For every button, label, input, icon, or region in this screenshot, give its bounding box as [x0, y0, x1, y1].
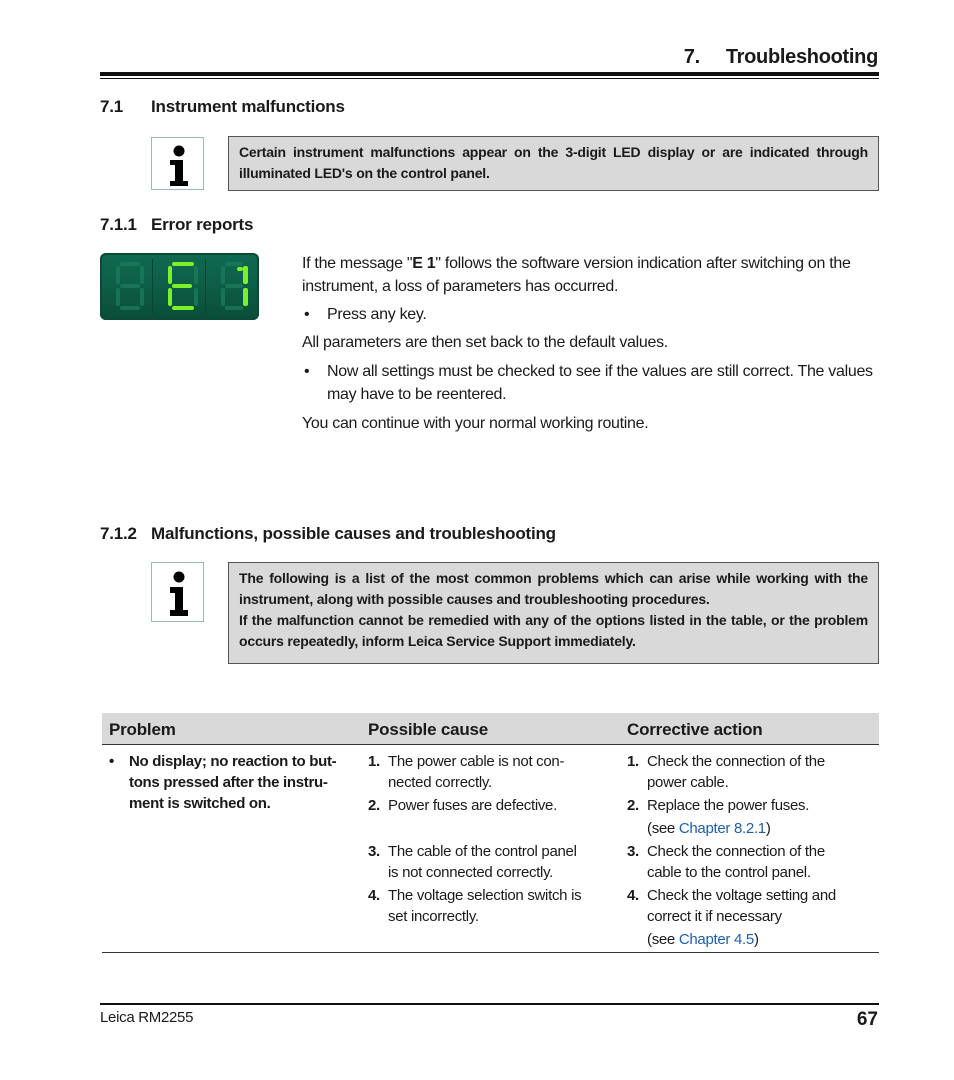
section-heading-7-1-1 — [100, 215, 253, 235]
section-title: Malfunctions, possible causes and troubleshooting — [151, 524, 556, 543]
footer-rule — [100, 1003, 879, 1005]
item-line: Check the connection of the — [647, 753, 825, 770]
bullet-item — [302, 303, 882, 326]
bullet-item — [302, 360, 882, 406]
error-code: E 1 — [412, 255, 436, 272]
item-number: 1. — [368, 753, 380, 770]
footer-product: Leica RM2255 — [100, 1009, 194, 1026]
column-header-problem: Problem — [109, 720, 176, 739]
problem-item — [109, 751, 359, 814]
item-number: 1. — [627, 753, 639, 770]
item-line: Power fuses are defective. — [388, 797, 557, 814]
item-line — [647, 818, 879, 839]
section-number: 7.1.2 — [100, 524, 137, 543]
header-rule-thick — [100, 72, 879, 76]
column-header-cause: Possible cause — [368, 720, 489, 739]
text-span: If the message " — [302, 255, 413, 272]
text-span: ) — [765, 820, 771, 837]
item-line: cable to the control panel. — [647, 864, 811, 881]
text-span: (see — [647, 820, 679, 837]
item-number: 2. — [627, 797, 639, 814]
chapter-title — [684, 46, 878, 69]
paragraph-e1 — [302, 252, 882, 298]
item-line: power cable. — [647, 774, 729, 791]
problem-cell — [109, 751, 359, 814]
problem-line: ment is switched on. — [129, 795, 271, 812]
item-number: 2. — [368, 797, 380, 814]
item-line: correct it if necessary — [647, 908, 782, 925]
info-icon — [151, 562, 204, 622]
info-icon — [151, 137, 204, 190]
note-text: If the malfunction cannot be remedied with any of the options listed in the table, or the problem occurs repeatedly, inform Leica Service Support immediately. — [239, 612, 868, 649]
section-number: 7.1.1 — [100, 215, 137, 234]
item-number: 3. — [627, 843, 639, 860]
note-text: The following is a list of the most common problems which can arise while working with the instrument, along with possible causes and troubleshooting procedures. — [239, 570, 868, 607]
chapter-title-text: Troubleshooting — [725, 46, 878, 68]
problem-line: No display; no reaction to but- — [129, 753, 337, 770]
bullet-dot: • — [304, 363, 310, 380]
action-item — [627, 795, 879, 839]
bullet-text: Now all settings must be checked to see if the values are still correct. The values may have to be reentered. — [327, 363, 873, 403]
cause-item — [368, 751, 618, 793]
item-line: set incorrectly. — [388, 908, 479, 925]
bullet-text: Press any key. — [327, 306, 427, 323]
bullet-dot: • — [109, 753, 114, 770]
cause-item — [368, 841, 618, 883]
item-number: 4. — [627, 887, 639, 904]
item-line: is not connected correctly. — [388, 864, 554, 881]
text-span: (see — [647, 931, 679, 948]
item-number: 4. — [368, 887, 380, 904]
action-item — [627, 841, 879, 883]
chapter-number: 7. — [683, 46, 700, 68]
item-line: The power cable is not con- — [388, 753, 565, 770]
item-line: The cable of the control panel — [388, 843, 577, 860]
item-line — [647, 929, 879, 950]
action-item — [627, 751, 879, 793]
cause-item — [368, 885, 618, 927]
item-line: Check the connection of the — [647, 843, 825, 860]
text-span: " follows the software version indication after switching on the instrument, a loss of parameters has occurred. — [302, 255, 851, 295]
chapter-link[interactable]: Chapter 4.5 — [678, 931, 754, 948]
section-heading-7-1 — [100, 97, 345, 117]
section-number: 7.1 — [100, 97, 124, 116]
item-line: Replace the power fuses. — [647, 797, 810, 814]
led-digit-e — [168, 262, 194, 310]
chapter-link[interactable]: Chapter 8.2.1 — [678, 820, 766, 837]
cause-item — [368, 795, 618, 816]
item-line: nected correctly. — [388, 774, 492, 791]
header-rule-thin — [100, 78, 879, 79]
bullet-dot: • — [304, 306, 310, 323]
item-line: Check the voltage setting and — [647, 887, 836, 904]
item-line: The voltage selection switch is — [388, 887, 582, 904]
section-heading-7-1-2 — [100, 524, 556, 544]
page-number: 67 — [856, 1009, 878, 1030]
action-item — [627, 885, 879, 950]
error-report-text — [302, 252, 882, 435]
section-title: Error reports — [151, 215, 254, 234]
text-span: ) — [753, 931, 759, 948]
item-number: 3. — [368, 843, 380, 860]
info-note-malfunctions — [228, 136, 879, 191]
led-display-image — [100, 253, 259, 320]
paragraph-defaults: All parameters are then set back to the default values. — [302, 334, 668, 351]
info-note-troubleshooting — [228, 562, 879, 664]
column-header-action: Corrective action — [627, 720, 763, 739]
section-title: Instrument malfunctions — [151, 97, 345, 116]
paragraph-continue: You can continue with your normal working routine. — [302, 415, 649, 432]
problem-line: tons pressed after the instru- — [129, 774, 328, 791]
table-bottom-rule — [102, 952, 879, 953]
note-text: Certain instrument malfunctions appear on the 3-digit LED display or are indicated through illuminated LED's on the control panel. — [239, 144, 868, 181]
